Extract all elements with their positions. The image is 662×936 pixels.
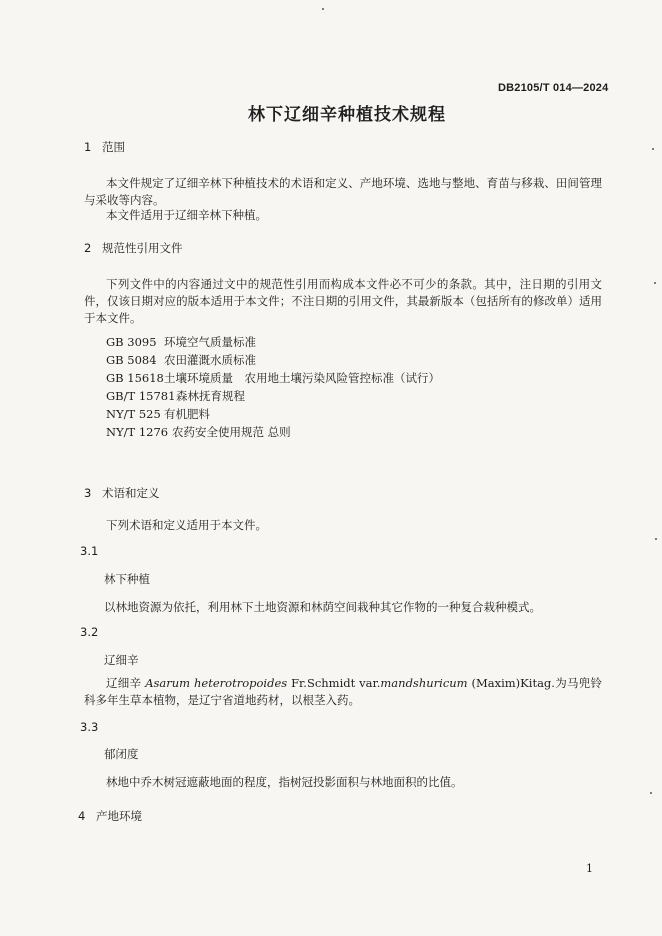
section-number: 3	[84, 486, 92, 500]
latin-name: Asarum heterotropoides	[145, 676, 288, 690]
term-definition	[84, 675, 602, 709]
reference-code: GB 3095	[106, 335, 157, 349]
scan-speck	[650, 792, 652, 794]
section-number: 1	[84, 140, 92, 154]
reference-item	[106, 388, 245, 405]
reference-name: 有机肥料	[164, 407, 210, 421]
section-title: 术语和定义	[102, 486, 160, 500]
reference-name: 农药安全使用规范 总则	[172, 425, 291, 439]
term-definition: 以林地资源为依托，利用林下土地资源和林荫空间栽种其它作物的一种复合栽种模式。	[104, 600, 541, 614]
reference-item	[106, 424, 291, 441]
definition-text: 辽细辛	[106, 676, 146, 690]
definition-text: (Maxim)Kitag.为马兜铃科多年生草本植物，是辽宁省道地药材，以根茎入药。	[84, 676, 602, 707]
reference-code: GB/T 15781	[106, 389, 176, 403]
section-heading-3	[84, 485, 160, 501]
latin-name: mandshuricum	[380, 676, 468, 690]
scan-speck	[654, 282, 656, 284]
reference-item	[106, 334, 256, 351]
definition-text: Fr.Schmidt var.	[287, 676, 381, 690]
term-name: 郁闭度	[104, 747, 139, 761]
section-title: 规范性引用文件	[102, 241, 183, 255]
section-number: 2	[84, 241, 92, 255]
page-title: 林下辽细辛种植技术规程	[248, 105, 446, 125]
section-heading-1	[84, 139, 125, 155]
document-code: DB2105/T 014—2024	[498, 82, 609, 94]
term-definition: 林地中乔木树冠遮蔽地面的程度，指树冠投影面积与林地面积的比值。	[106, 775, 463, 789]
scope-paragraph: 本文件规定了辽细辛林下种植技术的术语和定义、产地环境、选地与整地、育苗与移栽、田间管理与采收等内容。	[84, 176, 602, 207]
reference-name: 土壤环境质量 农用地土壤污染风险管控标准（试行）	[164, 371, 440, 385]
normative-references-paragraph: 下列文件中的内容通过文中的规范性引用而构成本文件必不可少的条款。其中，注日期的引用文件，仅该日期对应的版本适用于本文件；不注日期的引用文件，其最新版本（包括所有的修改单）适用于本文件。	[84, 277, 602, 325]
reference-name: 环境空气质量标准	[164, 335, 256, 349]
reference-item	[106, 370, 440, 387]
term-name: 林下种植	[104, 572, 150, 586]
reference-item	[106, 406, 210, 423]
section-heading-4	[78, 808, 142, 824]
subsection-number: 3.3	[80, 720, 99, 734]
reference-code: NY/T 525	[106, 407, 161, 421]
page-number: 1	[586, 862, 593, 875]
reference-code: GB 5084	[106, 353, 157, 367]
section-title: 产地环境	[96, 809, 142, 823]
subsection-number: 3.2	[80, 625, 99, 639]
terms-intro: 下列术语和定义适用于本文件。	[106, 518, 267, 532]
subsection-number: 3.1	[80, 544, 99, 558]
section-number: 4	[78, 809, 86, 823]
reference-code: GB 15618	[106, 371, 164, 385]
scope-applicability: 本文件适用于辽细辛林下种植。	[106, 208, 267, 222]
scan-speck	[655, 538, 657, 540]
scan-speck	[322, 8, 324, 10]
term-name: 辽细辛	[104, 653, 139, 667]
reference-name: 森林抚育规程	[176, 389, 245, 403]
scan-speck	[652, 148, 654, 150]
section-title: 范围	[102, 140, 125, 154]
section-heading-2	[84, 240, 183, 256]
reference-item	[106, 352, 256, 369]
reference-name: 农田灌溉水质标准	[164, 353, 256, 367]
reference-code: NY/T 1276	[106, 425, 169, 439]
